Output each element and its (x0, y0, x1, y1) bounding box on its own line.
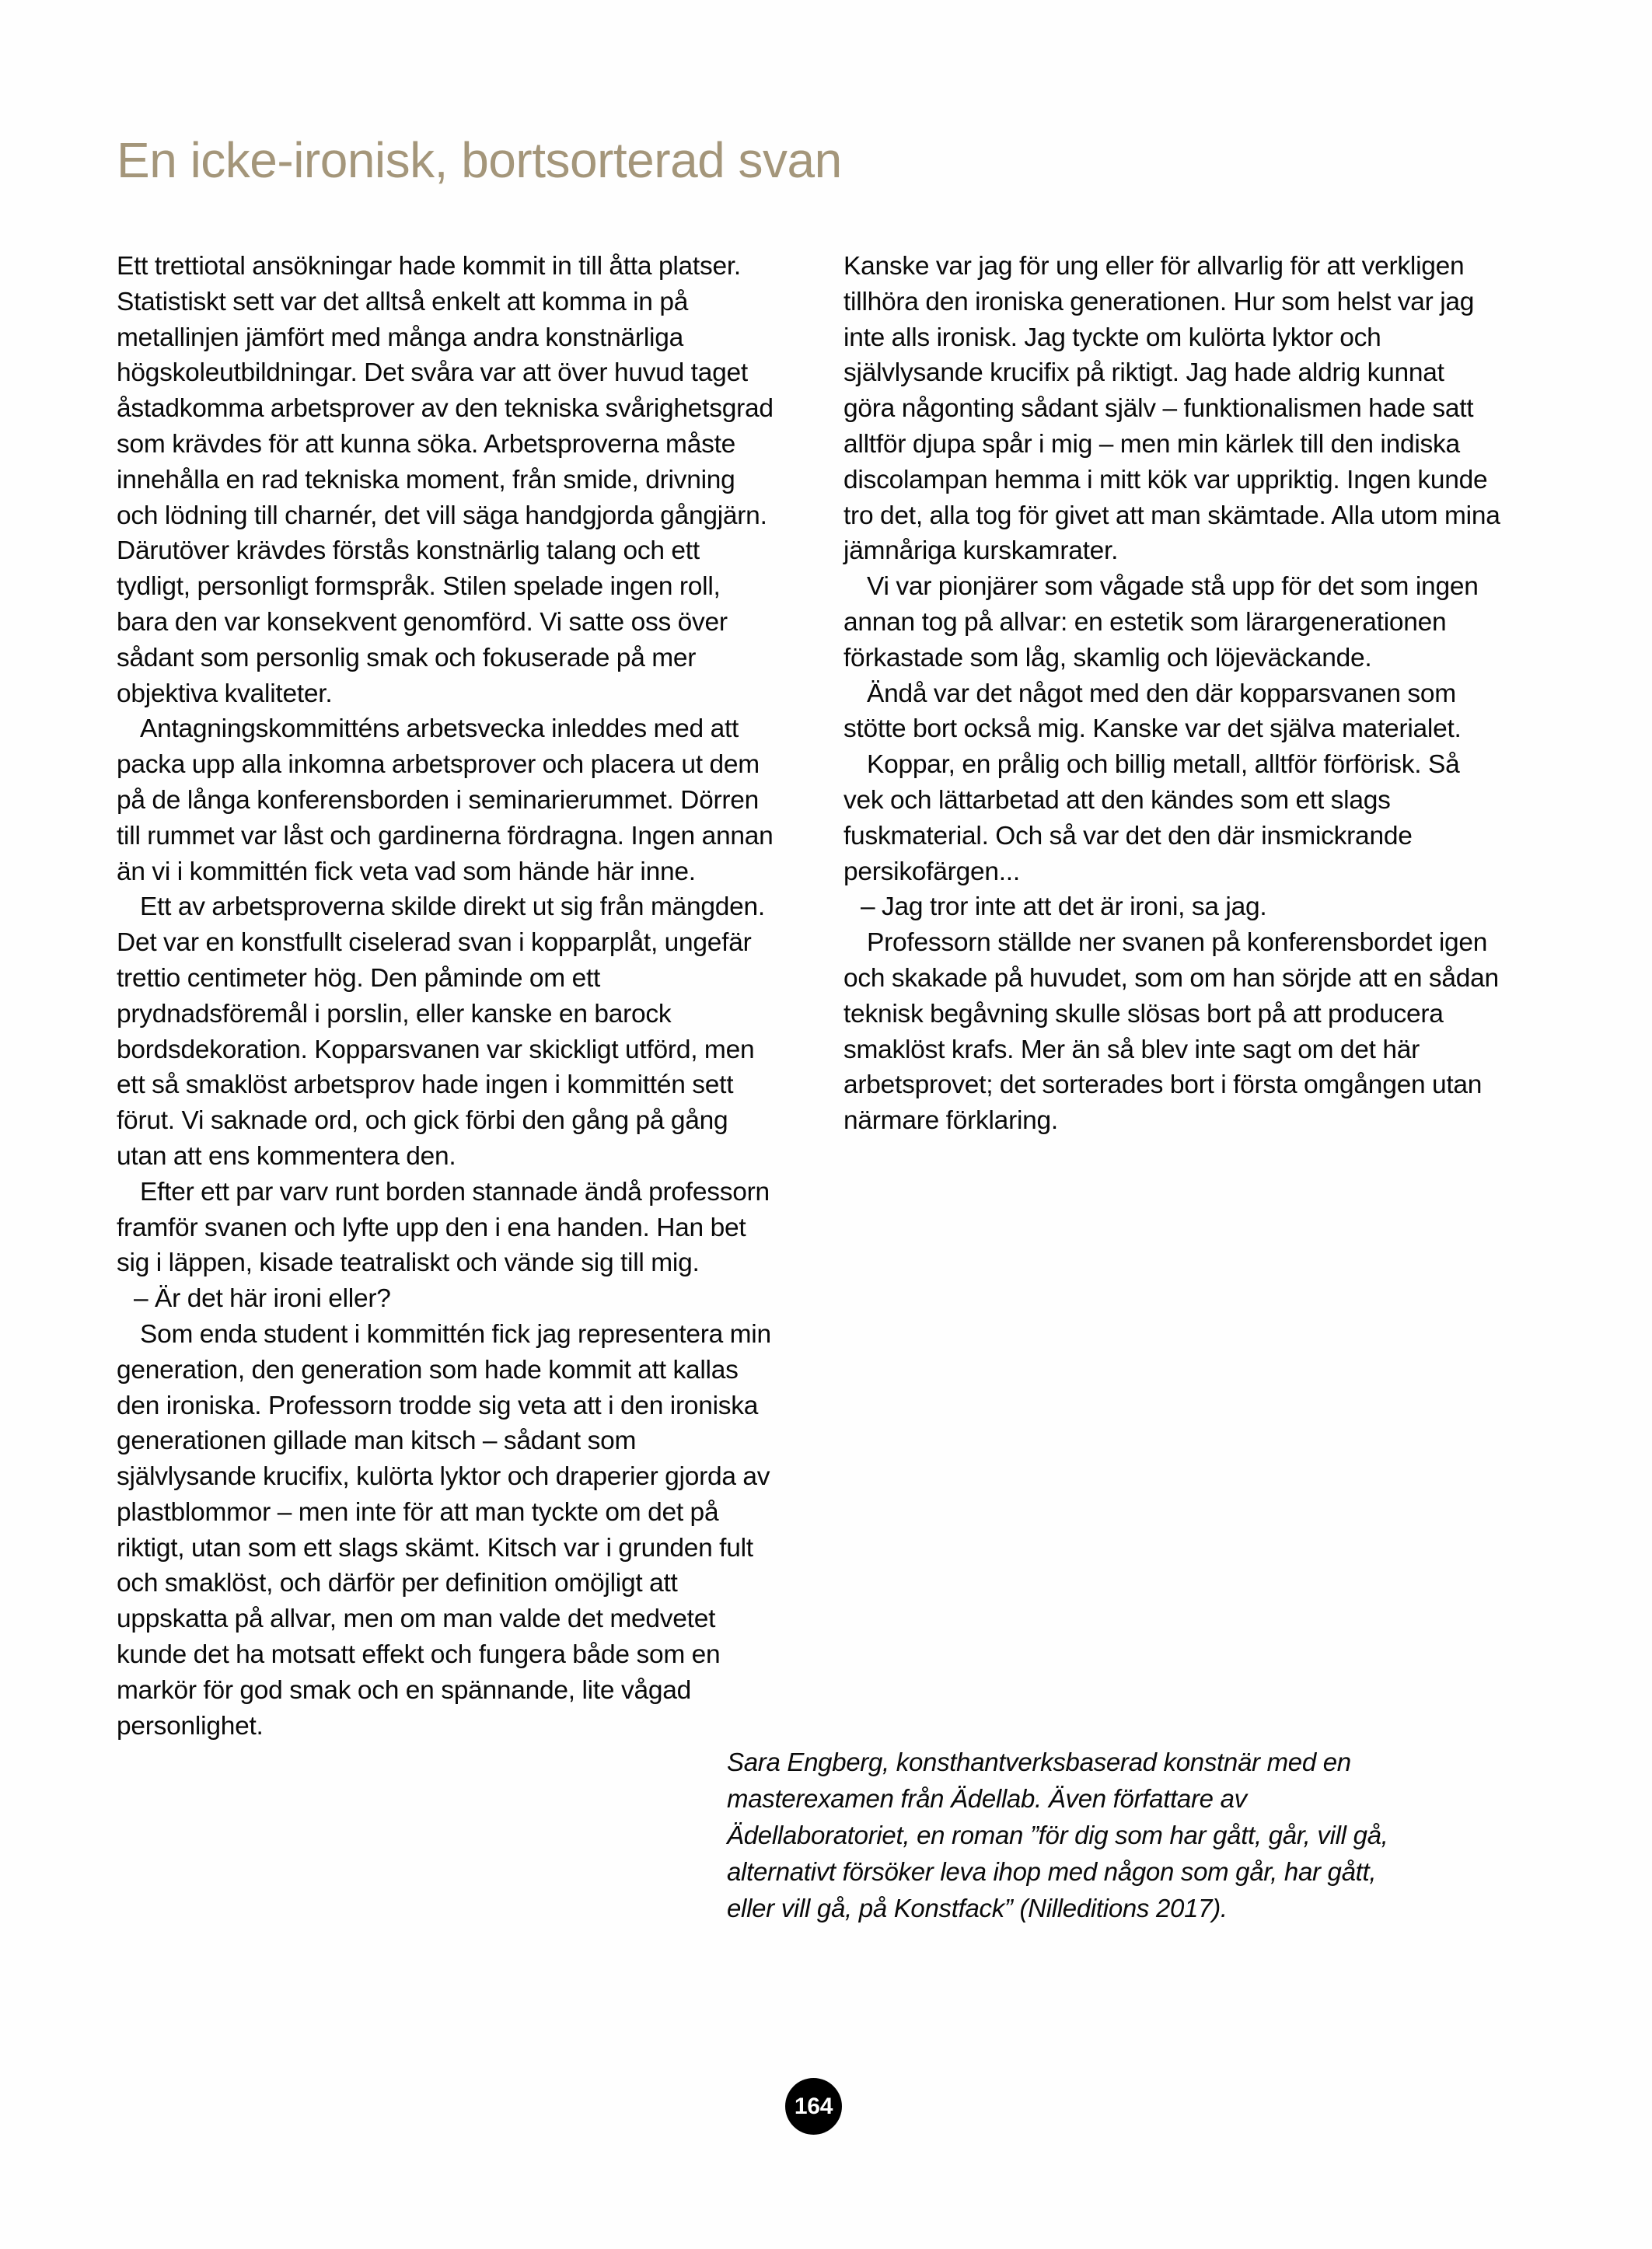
page-title: En icke-ironisk, bortsorterad svan (117, 131, 842, 188)
two-column-body (117, 249, 1543, 1982)
author-bio-text: Sara Engberg, konsthantverksbaserad konstnär med en masterexamen från Ädellab. Även författare av Ädellaboratoriet, en roman ”för dig som har gått, går, vill gå, alternativt försöker leva ihop med någon som går, har gått, eller vill gå, på Konstfack” (Nilleditions 2017). (727, 1748, 1388, 1922)
paragraph: Ändå var det något med den där kopparsvanen som stötte bort också mig. Kanske var det själva materialet. (843, 679, 1462, 744)
author-bio (727, 1744, 1395, 1926)
paragraph: Efter ett par varv runt borden stannade ändå professorn framför svanen och lyfte upp den i ena handen. Han bet sig i läppen, kisade teatraliskt och vände sig till mig. (117, 1177, 770, 1278)
paragraph: Ett trettiotal ansökningar hade kommit in till åtta platser. Statistiskt sett var det alltså enkelt att komma in på metallinjen jämfört med många andra konstnärliga högskoleutbildningar. Det svåra var att över huvud taget åstadkomma arbetsprover av den tekniska svårighetsgrad som krävdes för att kunna söka. Arbetsproverna måste innehålla en rad tekniska moment, från smide, drivning och lödning till charnér, det vill säga handgjorda gångjärn. Därutöver krävdes förstås konstnärlig talang och ett tydligt, personligt formspråk. Stilen spelade ingen roll, bara den var konsekvent genomförd. Vi satte oss över sådant som personlig smak och fokuserade på mer objektiva kvaliteter. (117, 252, 774, 708)
paragraph: Koppar, en prålig och billig metall, alltför förförisk. Så vek och lättarbetad att den kändes som ett slags fuskmaterial. Och så var det den där insmickrande persikofärgen... (843, 750, 1460, 886)
paragraph: Vi var pionjärer som vågade stå upp för det som ingen annan tog på allvar: en estetik som lärargenerationen förkastade som låg, skamlig och löjeväckande. (843, 572, 1479, 672)
paragraph: Kanske var jag för ung eller för allvarlig för att verkligen tillhöra den ironiska generationen. Hur som helst var jag inte alls ironisk. Jag tyckte om kulörta lyktor och självlysande krucifix på riktigt. Jag hade aldrig kunnat göra någonting sådant själv – funktionalismen hade satt alltför djupa spår i mig – men min kärlek till den indiska discolampan hemma i mitt kök var uppriktig. Ingen kunde tro det, alla tog för givet att man skämtade. Alla utom mina jämnåriga kurskamrater. (843, 252, 1500, 566)
dialogue-line: – Är det här ironi eller? (134, 1284, 391, 1314)
page-number-badge (785, 2078, 842, 2135)
page-number-label: 164 (794, 2093, 833, 2119)
paragraph: Professorn ställde ner svanen på konferensbordet igen och skakade på huvudet, som om han sörjde att en sådan teknisk begåvning skulle slösas bort på att producera smaklöst krafs. Mer än så blev inte sagt om det här arbetsprovet; det sorterades bort i första omgången utan närmare förklaring. (843, 928, 1499, 1136)
paragraph: Som enda student i kommittén fick jag representera min generation, den generation som hade kommit att kallas den ironiska. Professorn trodde sig veta att i den ironiska generationen gillade man kitsch – sådant som självlysande krucifix, kulörta lyktor och draperier gjorda av plastblommor – men inte för att man tyckte om det på riktigt, utan som ett slags skämt. Kitsch var i grunden fult och smaklöst, och därför per definition omöjligt att uppskatta på allvar, men om man valde det medvetet kunde det ha motsatt effekt och fungera både som en markör för god smak och en spännande, lite vågad personlighet. (117, 1319, 771, 1741)
right-text-column (843, 249, 1500, 1139)
paragraph: Ett av arbetsproverna skilde direkt ut sig från mängden. Det var en konstfullt ciselerad svan i kopparplåt, ungefär trettio centimeter hög. Den påminde om ett prydnadsföremål i porslin, eller kanske en barock bordsdekoration. Kopparsvanen var skickligt utförd, men ett så smaklöst arbetsprov hade ingen i kommittén sett förut. Vi saknade ord, och gick förbi den gång på gång utan att ens kommentera den. (117, 892, 765, 1171)
left-text-column (117, 249, 774, 1744)
dialogue-line: – Jag tror inte att det är ironi, sa jag. (861, 892, 1267, 922)
paragraph: Antagningskommitténs arbetsvecka inleddes med att packa upp alla inkomna arbetsprover och placera ut dem på de långa konferensborden i seminarierummet. Dörren till rummet var låst och gardinerna fördragna. Ingen annan än vi i kommittén fick veta vad som hände här inne. (117, 714, 774, 886)
